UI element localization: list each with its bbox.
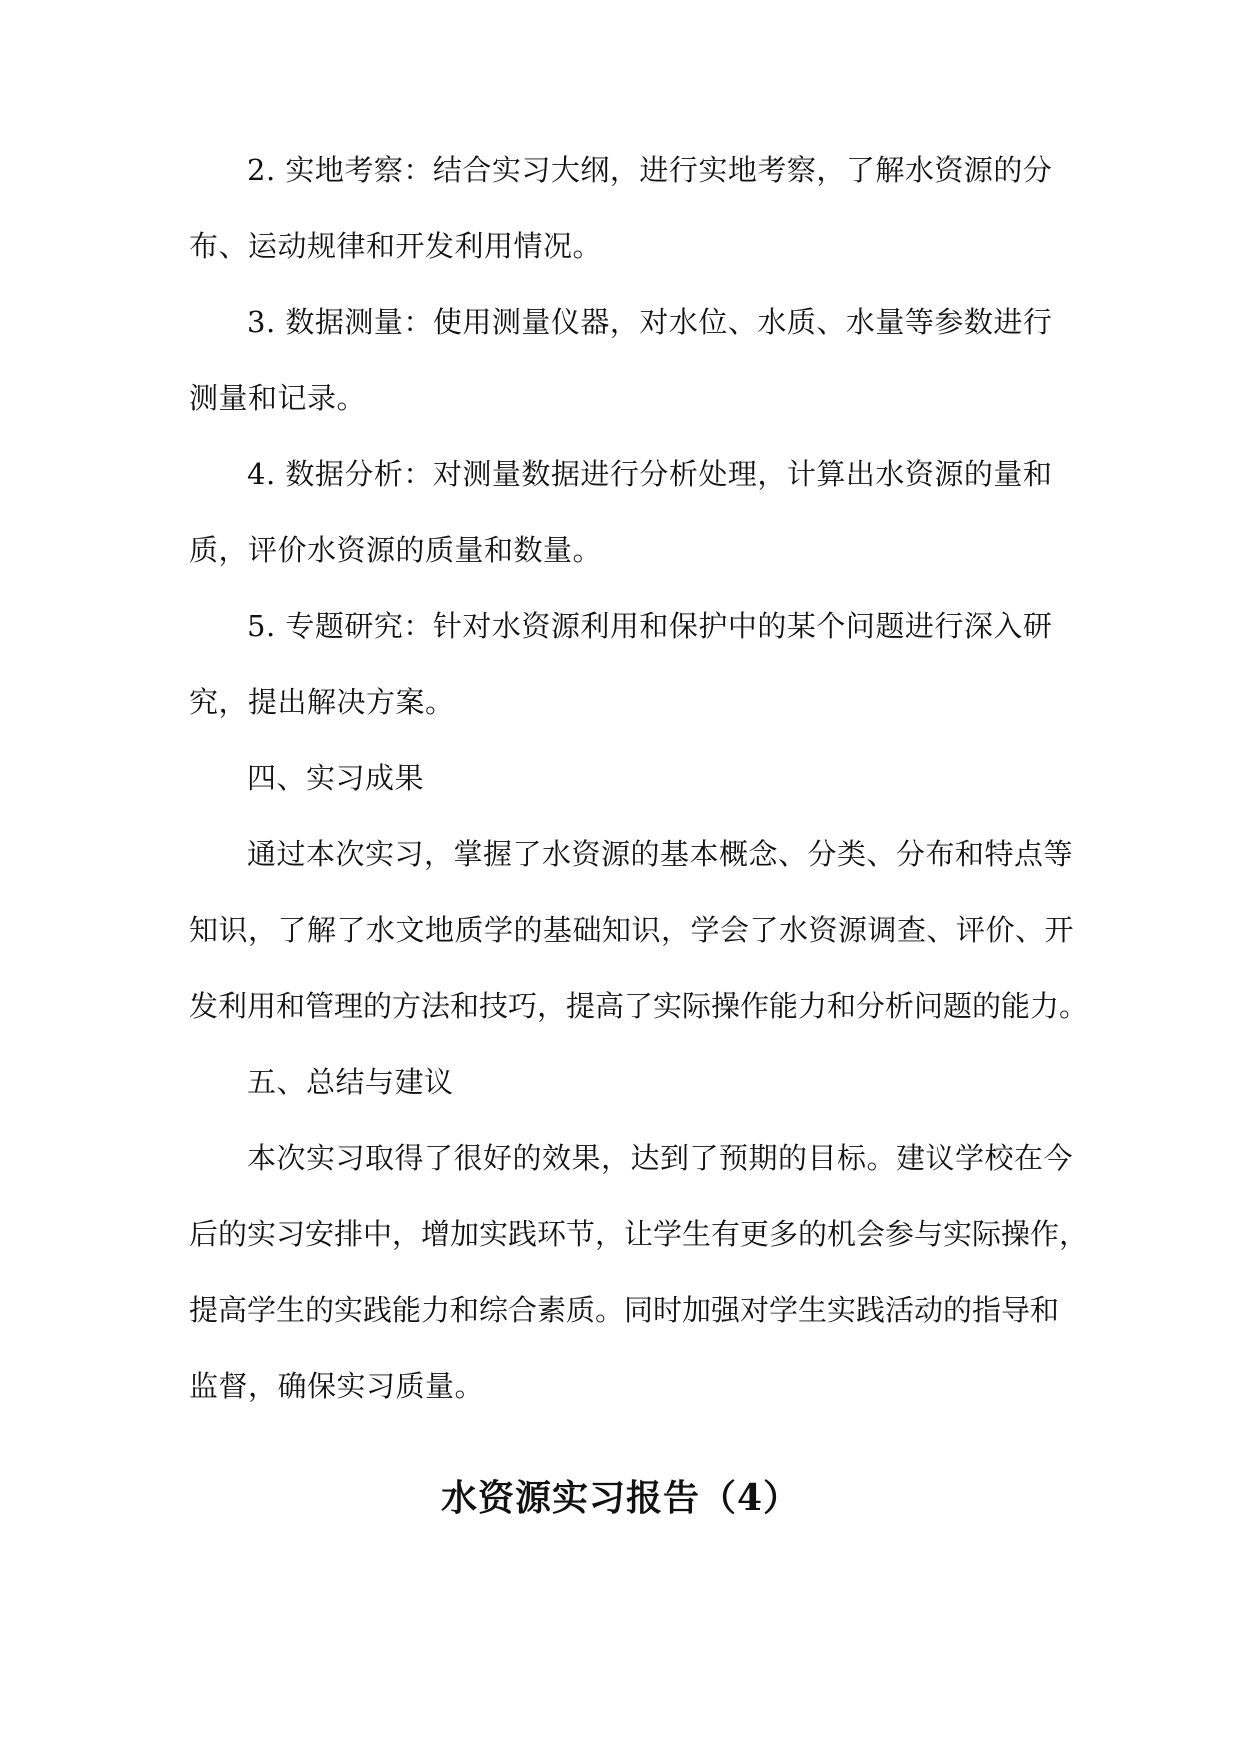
report-title: 水资源实习报告（4） (440, 1477, 801, 1519)
paragraph-line: 3. 数据测量：使用测量仪器，对水位、水质、水量等参数进行 (247, 305, 1053, 339)
paragraph-line: 本次实习取得了很好的效果，达到了预期的目标。建议学校在今 (247, 1141, 1074, 1175)
paragraph-line: 2. 实地考察：结合实习大纲，进行实地考察，了解水资源的分 (247, 153, 1053, 187)
paragraph-line: 究，提出解决方案。 (189, 685, 455, 719)
paragraph-line: 提高学生的实践能力和综合素质。同时加强对学生实践活动的指导和 (189, 1293, 1060, 1327)
paragraph-line: 质，评价水资源的质量和数量。 (189, 533, 603, 567)
paragraph-line: 通过本次实习，掌握了水资源的基本概念、分类、分布和特点等 (247, 837, 1074, 871)
paragraph-line: 监督，确保实习质量。 (189, 1369, 485, 1403)
paragraph-line: 测量和记录。 (189, 381, 367, 415)
section-heading: 四、实习成果 (247, 761, 425, 795)
paragraph-line: 发利用和管理的方法和技巧，提高了实际操作能力和分析问题的能力。 (189, 989, 1089, 1023)
paragraph-line: 布、运动规律和开发利用情况。 (189, 229, 603, 263)
paragraph-line: 知识，了解了水文地质学的基础知识，学会了水资源调查、评价、开 (189, 913, 1075, 947)
paragraph-line: 5. 专题研究：针对水资源利用和保护中的某个问题进行深入研 (247, 609, 1053, 643)
paragraph-line: 4. 数据分析：对测量数据进行分析处理，计算出水资源的量和 (247, 457, 1053, 491)
paragraph-line: 后的实习安排中，增加实践环节，让学生有更多的机会参与实际操作， (189, 1217, 1089, 1251)
section-heading: 五、总结与建议 (247, 1065, 454, 1099)
